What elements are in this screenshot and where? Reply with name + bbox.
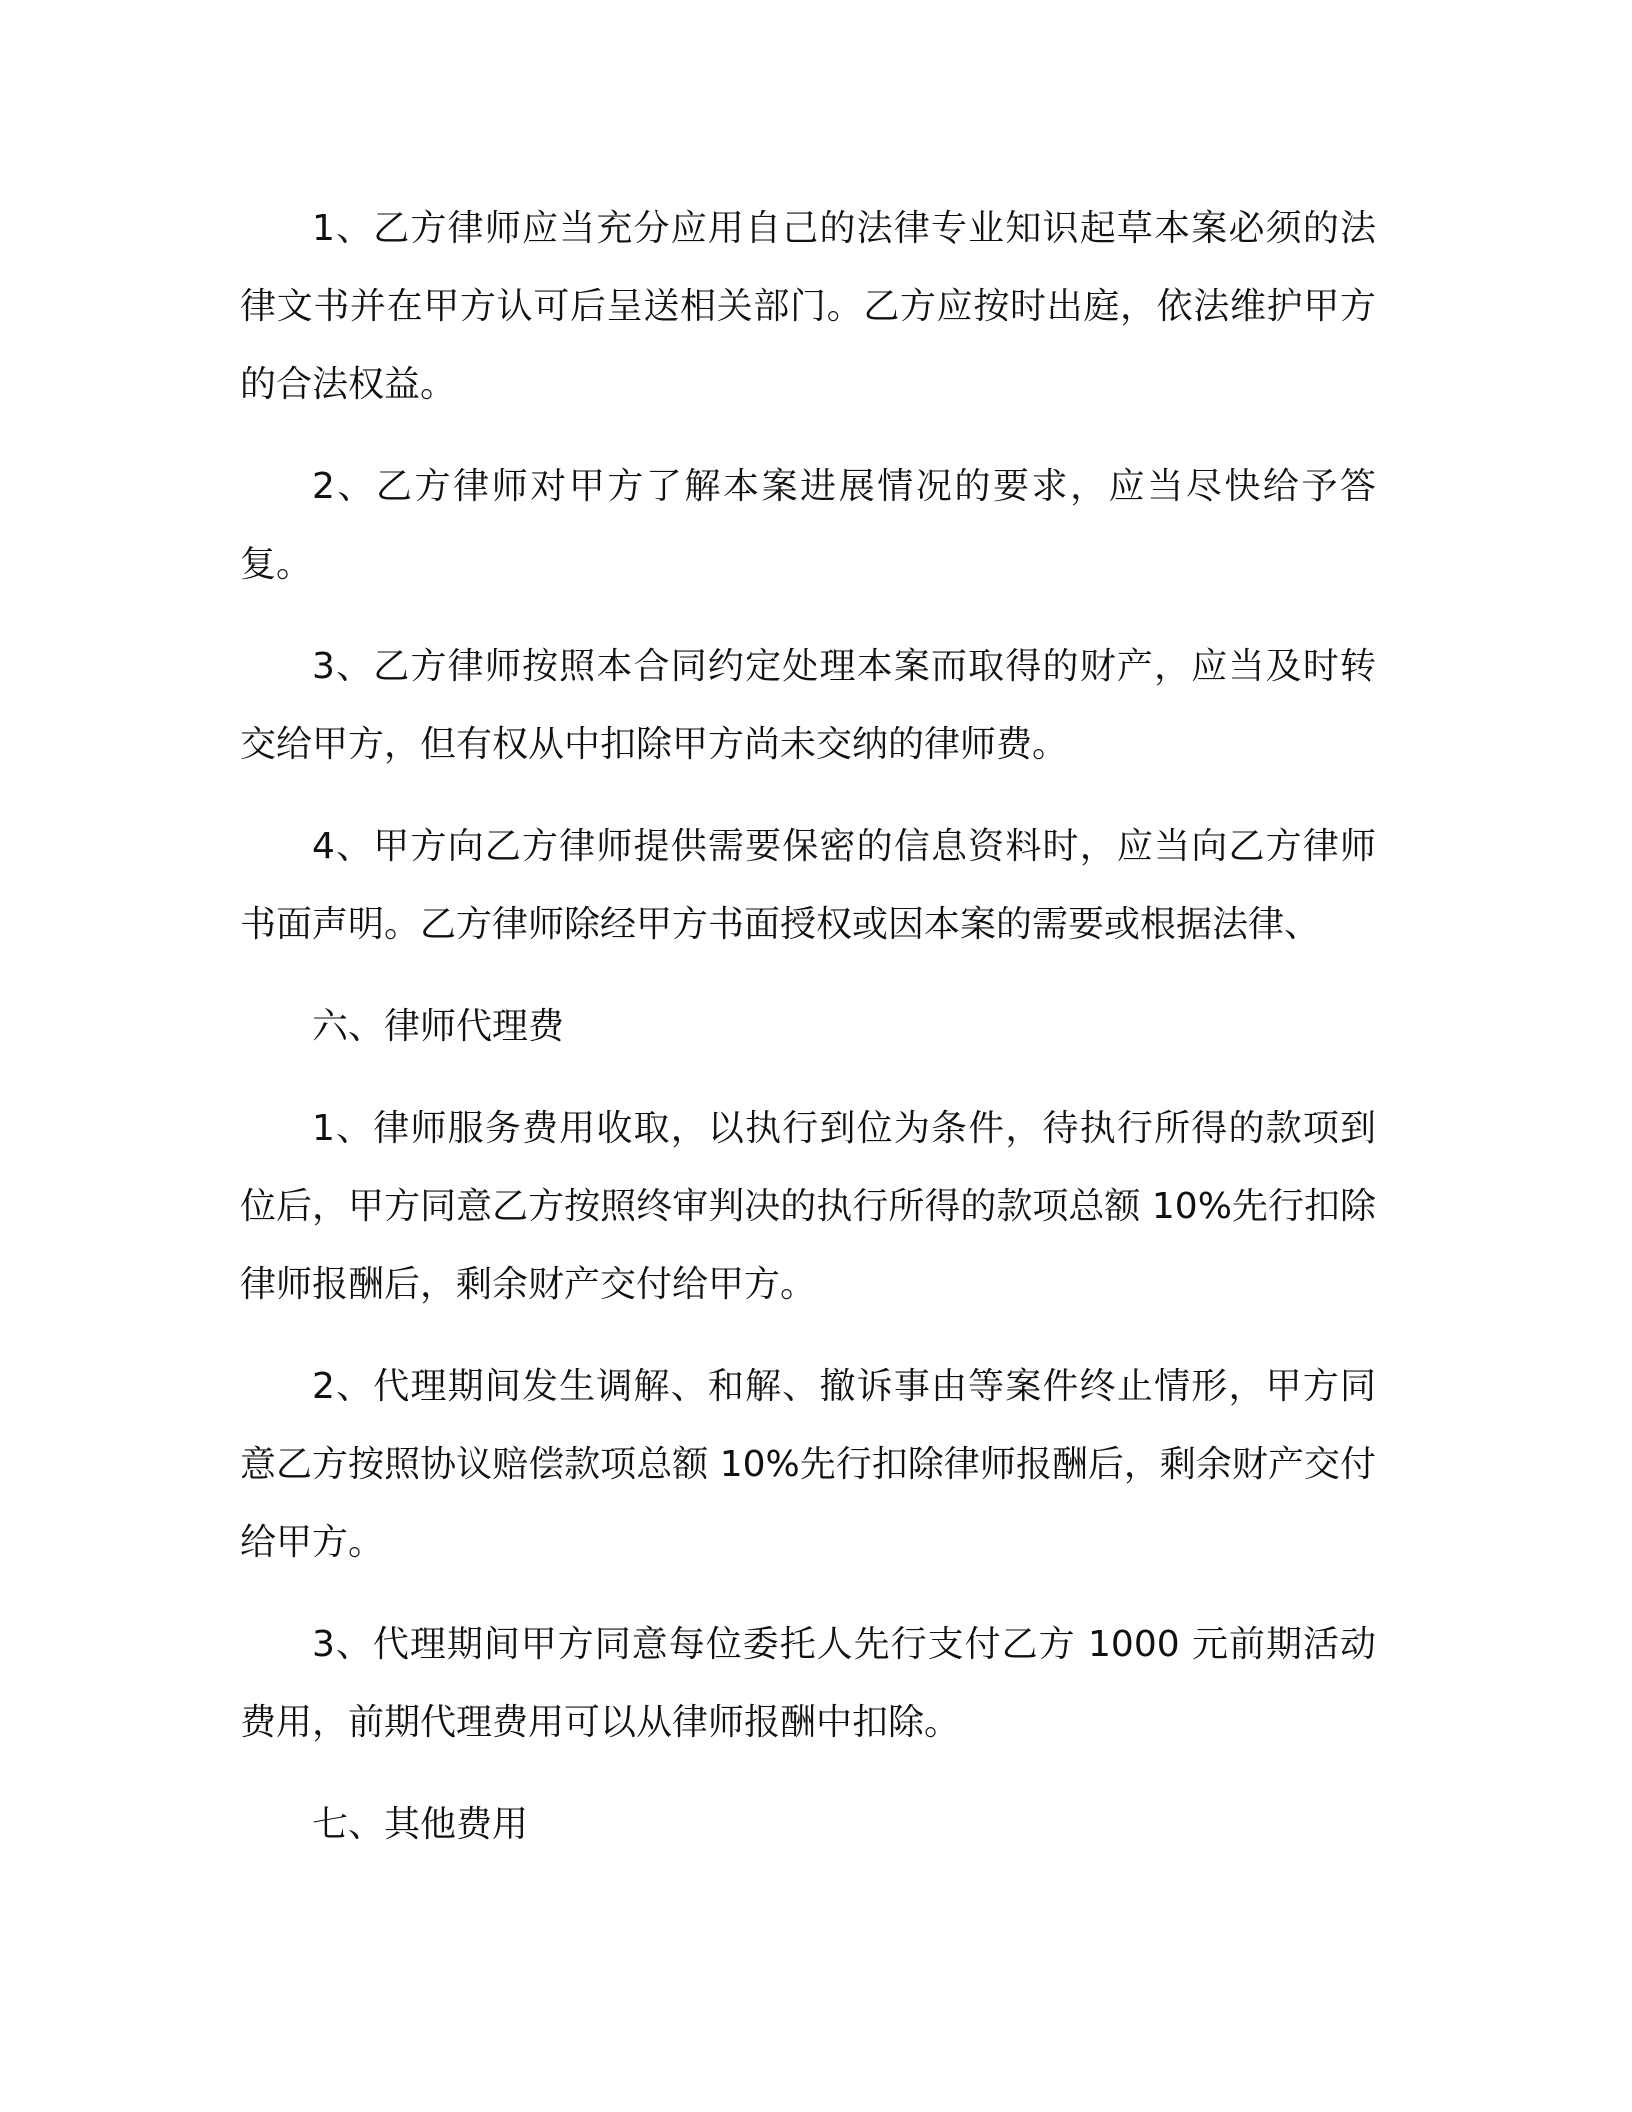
section-heading-7: 七、其他费用 <box>312 1804 529 1845</box>
clause-3: 3、乙方律师按照本合同约定处理本案而取得的财产，应当及时转交给甲方，但有权从中扣除甲方尚未交纳的律师费。 <box>240 646 1376 765</box>
fee-clause-1: 1、律师服务费用收取，以执行到位为条件，待执行所得的款项到位后，甲方同意乙方按照终审判决的执行所得的款项总额 10%先行扣除律师报酬后，剩余财产交付给甲方。 <box>240 1108 1376 1305</box>
clause-2: 2、乙方律师对甲方了解本案进展情况的要求，应当尽快给予答复。 <box>240 466 1376 585</box>
document-body <box>240 190 1376 1888</box>
clause-4: 4、甲方向乙方律师提供需要保密的信息资料时，应当向乙方律师书面声明。乙方律师除经甲方书面授权或因本案的需要或根据法律、 <box>240 826 1376 945</box>
fee-clause-2: 2、代理期间发生调解、和解、撤诉事由等案件终止情形，甲方同意乙方按照协议赔偿款项总额 10%先行扣除律师报酬后，剩余财产交付给甲方。 <box>240 1366 1376 1563</box>
section-heading-6: 六、律师代理费 <box>312 1006 565 1047</box>
clause-1: 1、乙方律师应当充分应用自己的法律专业知识起草本案必须的法律文书并在甲方认可后呈送相关部门。乙方应按时出庭，依法维护甲方的合法权益。 <box>240 208 1376 405</box>
fee-clause-3: 3、代理期间甲方同意每位委托人先行支付乙方 1000 元前期活动费用，前期代理费用可以从律师报酬中扣除。 <box>240 1624 1376 1743</box>
